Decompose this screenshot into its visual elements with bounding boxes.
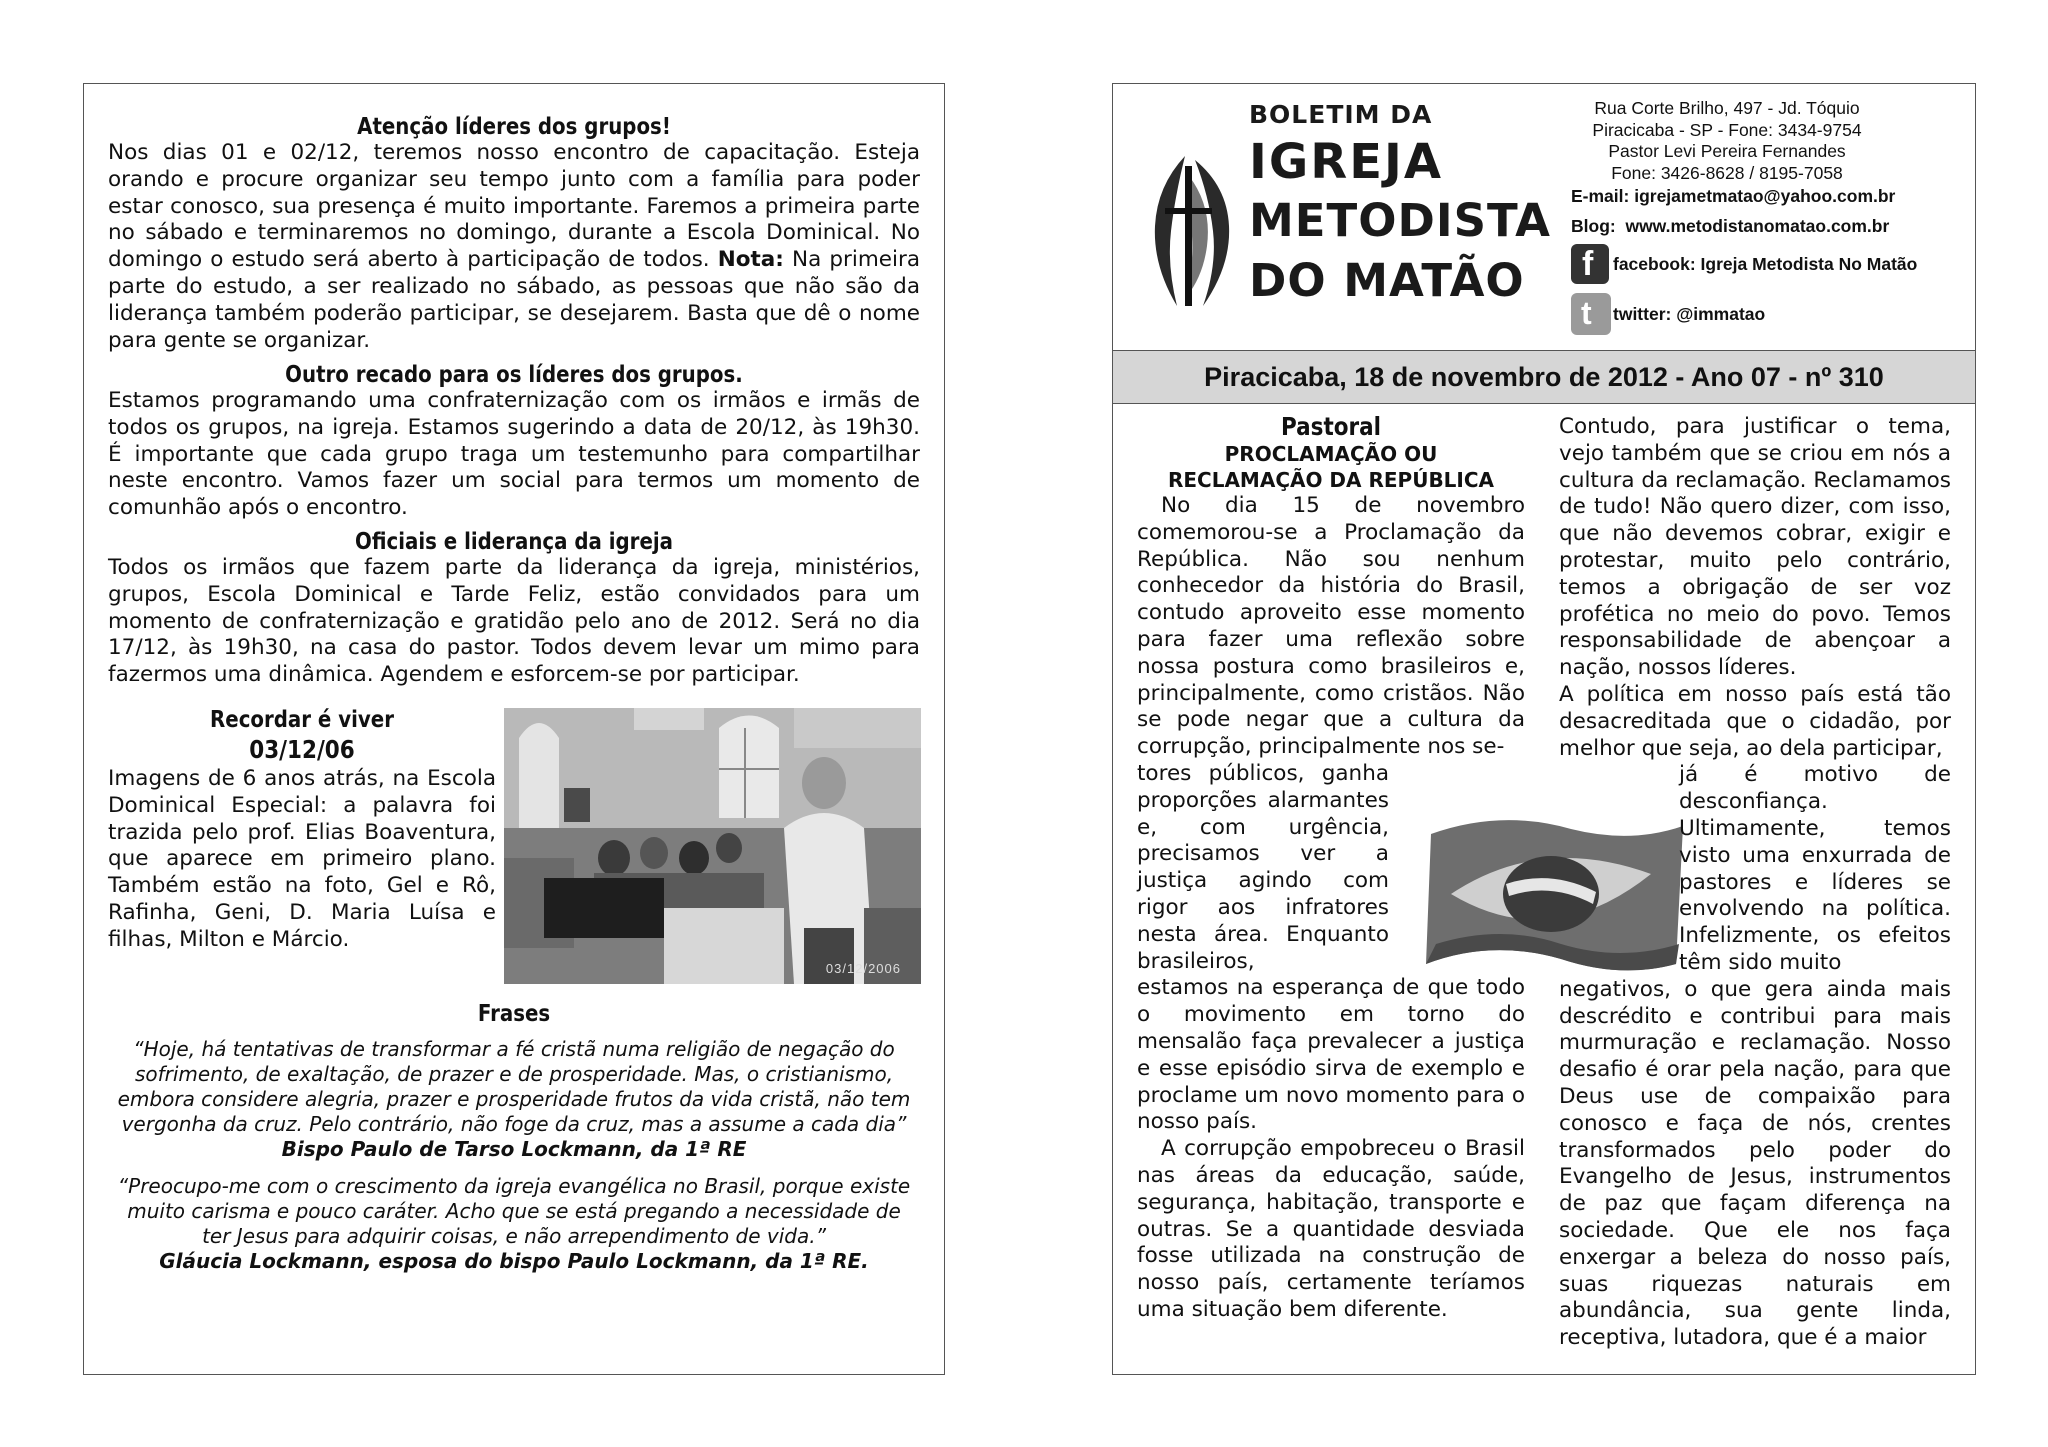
email-line: E-mail: igrejametmatao@yahoo.com.br: [1571, 186, 1896, 206]
quote-2: “Preocupo-me com o crescimento da igreja evangélica no Brasil, porque existe muito carisma e pouco caráter. Acho que se está pregando a necessidade de ter Jesus para adquirir coisas, e não arrependimento de vida.”: [117, 1174, 911, 1248]
nota-label: Nota:: [717, 247, 784, 273]
quote-1-author: Bispo Paulo de Tarso Lockmann, da 1ª RE: [281, 1137, 747, 1161]
twitter-line[interactable]: twitter: @immatao: [1613, 304, 1766, 324]
section-body: Todos os irmãos que fazem parte da liderança da igreja, ministérios, grupos, Escola Dominical e Tarde Feliz, estão convidados para um momento de confraternização e gratidão pelo ano de 2012. Será no dia 17/12, às 19h30, na casa do pastor. Todos devem levar um mimo para fazermos uma dinâmica. Agendem e esforcem-se por participar.: [108, 555, 920, 688]
pastoral-title-line-2: RECLAMAÇÃO DA REPÚBLICA: [1167, 468, 1495, 492]
pastoral-para-4: A política em nosso país está tão desacreditada que o cidadão, por melhor que seja, ao dela participar,: [1559, 681, 1951, 761]
pastoral-para-4-end: negativos, o que gera ainda mais descrédito e contribui para mais murmuração e reclamação. Nosso desafio é orar pela nação, para que Deus use de compaixão para conosco e faça de nós, crentes transformados pelo poder do Evangelho de Jesus, instrumentos de paz que façam diferença na sociedade. Que ele nos faça enxergar a beleza do nosso país, suas riquezas naturais em abundância, sua gente linda, receptiva, lutadora, que é a maior: [1559, 976, 1951, 1351]
address-line-2: Piracicaba - SP - Fone: 3434-9754: [1592, 119, 1862, 140]
frases-title: Frases: [477, 1001, 551, 1027]
photo-date-stamp: 03/12/2006: [825, 961, 901, 976]
issue-date-bar: [1113, 350, 1975, 404]
pastoral-title: [1137, 441, 1525, 493]
facebook-line[interactable]: facebook: Igreja Metodista No Matão: [1613, 254, 1918, 274]
masthead-igreja: IGREJA: [1249, 134, 1444, 190]
pastoral-para-1-wrap: tores públicos, ganha proporções alarmantes e, com urgência, precisamos ver a justiça agindo com rigor aos infratores nesta área. Enquanto brasileiros,: [1137, 760, 1389, 974]
quote-1: “Hoje, há tentativas de transformar a fé cristã numa religião de negação do sofrimento, de exaltação, de prazer e de prosperidade. Mas, o cristianismo, embora considere alegria, prazer e prosperidade frutos da vida cristã, não tem vergonha da cruz. Pelo contrário, não foge da cruz, mas a assume a cada dia”: [117, 1037, 911, 1136]
section-atencao-lideres: [108, 114, 920, 354]
twitter-icon[interactable]: t: [1571, 293, 1611, 335]
pastor-name: Pastor Levi Pereira Fernandes: [1608, 141, 1846, 161]
section-body: Estamos programando uma confraternização com os irmãos e irmãs de todos os grupos, na igreja. Estamos sugerindo a data de 20/12, às 19h30. É importante que cada grupo traga um testemunho para compartilhar neste encontro. Vamos fazer um social para termos um momento de comunhão após o encontro.: [108, 388, 920, 521]
blog-url[interactable]: www.metodistanomatao.com.br: [1625, 216, 1890, 236]
recordar-body: Imagens de 6 anos atrás, na Escola Dominical Especial: a palavra foi trazida pelo prof. Elias Boaventura, que aparece em primeiro plano. Também estão na foto, Gel e Rô, Rafinha, Geni, D. Maria Luísa e filhas, Milton e Márcio.: [108, 766, 496, 952]
pastoral-para-4-wrap: já é motivo de desconfiança. Ultimamente, temos visto uma enxurrada de pastores e líderes se envolvendo na política. Infelizmente, os efeitos têm sido muito: [1679, 762, 1951, 975]
section-title: Oficiais e liderança da igreja: [355, 529, 673, 555]
masthead-do-matao: DO MATÃO: [1249, 254, 1525, 307]
section-outro-recado: [108, 362, 920, 522]
pastor-phone: Fone: 3426-8628 / 8195-7058: [1611, 162, 1843, 183]
recordar-date: 03/12/06: [249, 735, 355, 764]
section-title: Outro recado para os líderes dos grupos.: [285, 362, 743, 388]
pastoral-para-2: A corrupção empobreceu o Brasil nas áreas da educação, saúde, segurança, habitação, transporte e outras. Se a quantidade desviada fosse utilizada na construção de nosso país, certamente teríamos uma situação bem diferente.: [1137, 1136, 1525, 1322]
pastoral-column-2: [1559, 414, 1951, 1352]
recordar-title: Recordar é viver: [210, 707, 394, 733]
left-page: [83, 83, 945, 1375]
section-oficiais: [108, 529, 920, 689]
section-frases: [108, 1001, 920, 1274]
body-text: Nos dias 01 e 02/12, teremos nosso encontro de capacitação. Esteja orando e procure organizar seu tempo junto com a família para poder estar conosco, sua presença é muito importante. Faremos a primeira parte no sábado e terminaremos no domingo, durante a Escola Dominical. No domingo o estudo será aberto à participação de todos.: [108, 140, 920, 273]
pastoral-title-line-1: PROCLAMAÇÃO OU: [1224, 442, 1438, 466]
pastoral-para-3: Contudo, para justificar o tema, vejo também que se criou em nós a cultura da reclamação. Reclamamos de tudo! Não quero dizer, com isso, que não devemos cobrar, exigir e protestar, muito pelo contrário, temos a obrigação de ser voz profética no meio do povo. Temos responsabilidade de abençoar a nação, nossos líderes.: [1559, 414, 1951, 681]
pastoral-para-1: No dia 15 de novembro comemorou-se a Proclamação da República. Não sou nenhum conhecedor da história do Brasil, contudo aproveito esse momento para fazer uma reflexão sobre nossa postura como brasileiros e, principalmente, como cristãos. Não se pode negar que a cultura da corrupção, principalmente nos se-: [1137, 493, 1525, 760]
right-page: [1112, 83, 1976, 1375]
section-body: [108, 140, 920, 354]
church-photo: [504, 708, 921, 984]
pastoral-kicker: Pastoral: [1280, 412, 1382, 441]
contact-block: [1557, 98, 1897, 184]
body-text: Na primeira parte do estudo, a ser realizado no sábado, as pessoas que não são da liderança também poderão participar, se desejarem. Basta que dê o nome para gente se organizar.: [108, 247, 920, 353]
masthead-boletim: BOLETIM DA: [1249, 100, 1433, 129]
issue-date: Piracicaba, 18 de novembro de 2012 - Ano 07 - nº 310: [1204, 361, 1884, 392]
facebook-icon[interactable]: f: [1571, 244, 1609, 284]
cross-flame-icon: [1137, 146, 1247, 311]
address-line-1: Rua Corte Brilho, 497 - Jd. Tóquio: [1594, 98, 1860, 118]
blog-label: Blog:: [1571, 216, 1616, 236]
quote-2-author: Gláucia Lockmann, esposa do bispo Paulo Lockmann, da 1ª RE.: [159, 1249, 869, 1273]
pastoral-para-1-end: estamos na esperança de que todo o movimento em torno do mensalão faça prevalecer a justiça e esse episódio sirva de exemplo e proclame um novo momento para o nosso país.: [1137, 975, 1525, 1135]
section-recordar: [108, 707, 496, 954]
masthead-metodista: METODISTA: [1249, 194, 1552, 247]
blog-line: [1571, 216, 1889, 237]
church-photo-image: [504, 708, 921, 984]
section-title: Atenção líderes dos grupos!: [357, 114, 671, 140]
